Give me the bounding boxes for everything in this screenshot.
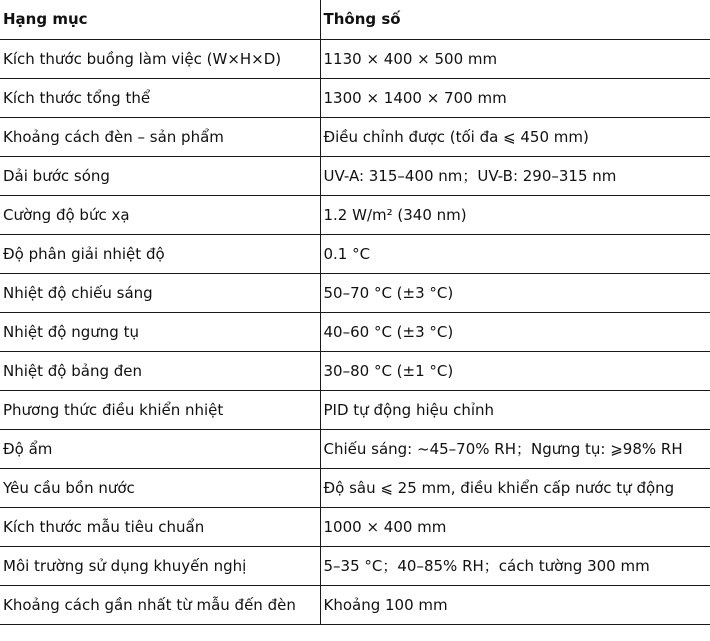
row-label: Độ phân giải nhiệt độ xyxy=(0,234,320,273)
table-row xyxy=(0,273,710,312)
row-label: Nhiệt độ chiếu sáng xyxy=(0,273,320,312)
header-row xyxy=(0,0,710,39)
row-label: Kích thước mẫu tiêu chuẩn xyxy=(0,507,320,546)
row-value: 5–35 °C；40–85% RH；cách tường 300 mm xyxy=(320,546,710,585)
row-value: 40–60 °C (±3 °C) xyxy=(320,312,710,351)
row-value: 1300 × 1400 × 700 mm xyxy=(320,78,710,117)
row-value: UV-A: 315–400 nm；UV-B: 290–315 nm xyxy=(320,156,710,195)
row-label: Kích thước buồng làm việc (W×H×D) xyxy=(0,39,320,78)
row-value: 1000 × 400 mm xyxy=(320,507,710,546)
row-value: 30–80 °C (±1 °C) xyxy=(320,351,710,390)
table-row xyxy=(0,429,710,468)
table-row xyxy=(0,351,710,390)
row-label: Phương thức điều khiển nhiệt xyxy=(0,390,320,429)
table-row xyxy=(0,468,710,507)
row-value: PID tự động hiệu chỉnh xyxy=(320,390,710,429)
table-row xyxy=(0,546,710,585)
row-label: Khoảng cách gần nhất từ mẫu đến đèn xyxy=(0,585,320,624)
row-label: Độ ẩm xyxy=(0,429,320,468)
row-label: Nhiệt độ bảng đen xyxy=(0,351,320,390)
row-value: Chiếu sáng: ~45–70% RH；Ngưng tụ: ⩾98% RH xyxy=(320,429,710,468)
header-item: Hạng mục xyxy=(0,0,320,39)
table-row xyxy=(0,117,710,156)
row-value: 1.2 W/m² (340 nm) xyxy=(320,195,710,234)
table-row xyxy=(0,78,710,117)
row-label: Kích thước tổng thể xyxy=(0,78,320,117)
row-value: 1130 × 400 × 500 mm xyxy=(320,39,710,78)
table-row xyxy=(0,585,710,624)
table-row xyxy=(0,195,710,234)
table-row xyxy=(0,39,710,78)
table-row xyxy=(0,312,710,351)
table-row xyxy=(0,156,710,195)
row-label: Dải bước sóng xyxy=(0,156,320,195)
row-value: 0.1 °C xyxy=(320,234,710,273)
row-label: Nhiệt độ ngưng tụ xyxy=(0,312,320,351)
row-label: Cường độ bức xạ xyxy=(0,195,320,234)
row-value: Điều chỉnh được (tối đa ⩽ 450 mm) xyxy=(320,117,710,156)
row-label: Yêu cầu bồn nước xyxy=(0,468,320,507)
table-row xyxy=(0,234,710,273)
header-value: Thông số xyxy=(320,0,710,39)
row-label: Khoảng cách đèn – sản phẩm xyxy=(0,117,320,156)
row-value: 50–70 °C (±3 °C) xyxy=(320,273,710,312)
row-label: Môi trường sử dụng khuyến nghị xyxy=(0,546,320,585)
row-value: Khoảng 100 mm xyxy=(320,585,710,624)
row-value: Độ sâu ⩽ 25 mm, điều khiển cấp nước tự động xyxy=(320,468,710,507)
table-row xyxy=(0,507,710,546)
table-row xyxy=(0,390,710,429)
